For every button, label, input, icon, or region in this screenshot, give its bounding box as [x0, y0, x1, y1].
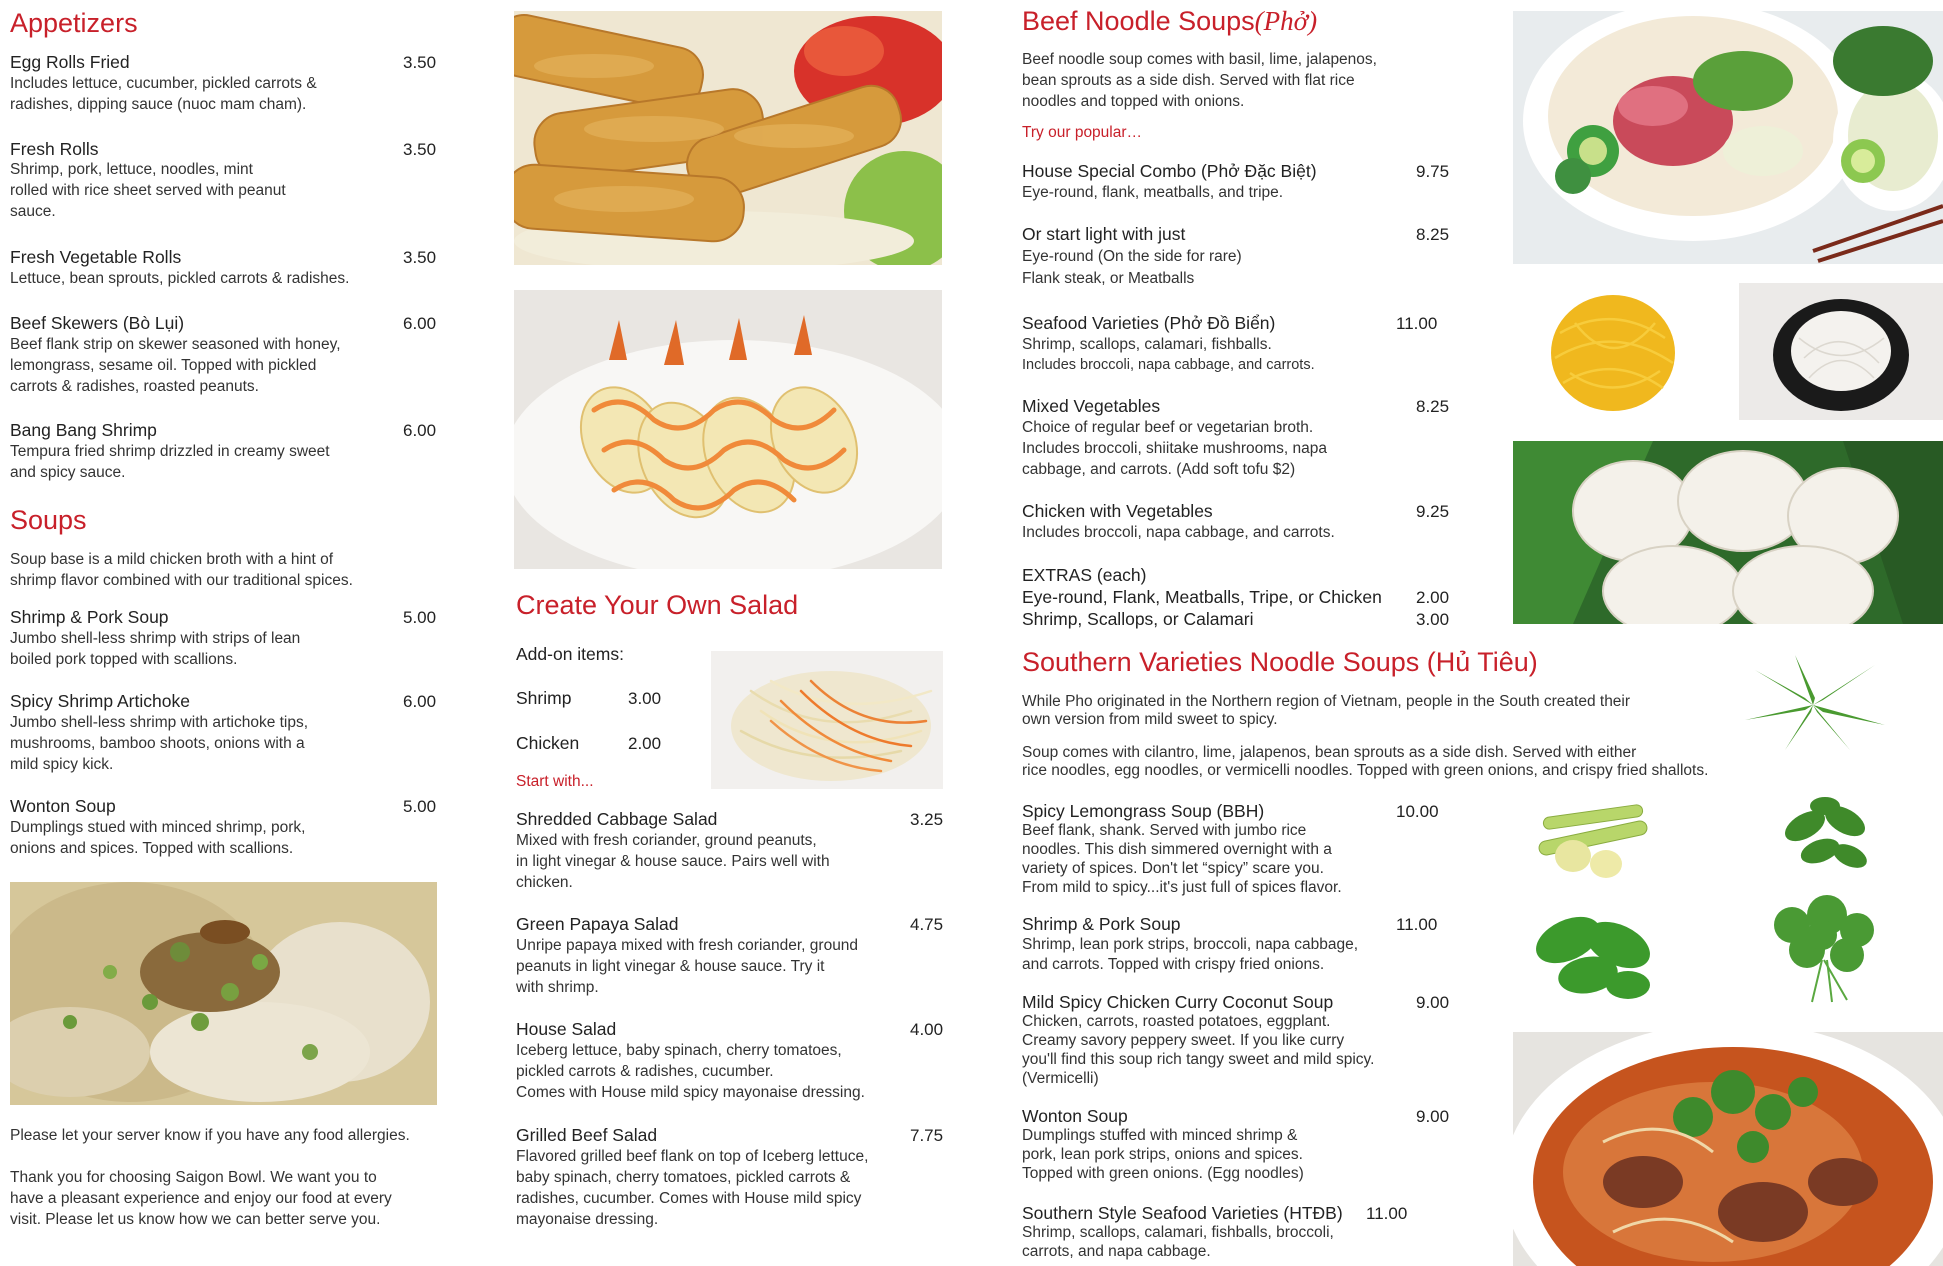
pho-intro-line: bean sprouts as a side dish. Served with flat rice: [1022, 72, 1355, 89]
allergy-note: Please let your server know if you have any food allergies.: [10, 1127, 410, 1144]
menu-item-desc-line: Comes with House mild spicy mayonaise dressing.: [516, 1084, 865, 1101]
menu-item-name: Shrimp & Pork Soup: [10, 607, 169, 627]
menu-item-desc-line: baby spinach, cherry tomatoes, pickled carrots &: [516, 1169, 851, 1186]
menu-item-desc-line: with shrimp.: [516, 979, 599, 996]
menu-item-desc-line: boiled pork topped with scallions.: [10, 651, 238, 668]
menu-item-desc-line: Tempura fried shrimp drizzled in creamy sweet: [10, 443, 330, 460]
southern-intro-line: Soup comes with cilantro, lime, jalapenos, bean sprouts as a side dish. Served with either: [1022, 744, 1637, 761]
menu-item-name: Mild Spicy Chicken Curry Coconut Soup: [1022, 992, 1334, 1012]
menu-item-name: Bang Bang Shrimp: [10, 420, 157, 440]
menu-item-desc-line: Dumplings stuffed with minced shrimp &: [1022, 1127, 1298, 1144]
southern-intro-line: While Pho originated in the Northern region of Vietnam, people in the South created their: [1022, 693, 1631, 710]
menu-item-name: Spicy Lemongrass Soup (BBH): [1022, 801, 1265, 821]
menu-item-name: Egg Rolls Fried: [10, 52, 130, 72]
menu-item-price: 8.25: [1416, 225, 1450, 244]
menu-item-desc-line: radishes, cucumber. Comes with House mild spicy: [516, 1190, 862, 1207]
menu-item-desc-line: mushrooms, bamboo shoots, onions with a: [10, 735, 305, 752]
menu-item-desc-line: chicken.: [516, 874, 573, 891]
southern-intro-line: own version from mild sweet to spicy.: [1022, 711, 1278, 728]
menu-item-desc-line: lemongrass, sesame oil. Topped with pickled: [10, 357, 317, 374]
menu-item-price: 4.75: [910, 915, 944, 934]
menu-item-price: 5.00: [403, 797, 437, 816]
menu-item-desc-line: Topped with green onions. (Egg noodles): [1022, 1165, 1304, 1182]
menu-item-price: 11.00: [1366, 1204, 1408, 1223]
menu-item-desc-line: Flavored grilled beef flank on top of Iceberg lettuce,: [516, 1148, 869, 1165]
soups-intro-line: shrimp flavor combined with our traditional spices.: [10, 572, 353, 589]
menu-item-price: 10.00: [1396, 802, 1439, 821]
menu-item-desc-line: and carrots. Topped with crispy fried onions.: [1022, 956, 1325, 973]
menu-item-price: 6.00: [403, 421, 437, 440]
menu-item-desc-line: sauce.: [10, 203, 56, 220]
addon-label: Add-on items:: [516, 644, 624, 664]
wonton-soup-photo: [10, 882, 437, 1105]
addon-price: 3.00: [628, 689, 662, 708]
menu-item-price: 6.00: [403, 692, 437, 711]
lemongrass-photo: [1528, 786, 1658, 881]
menu-item-desc-line: pickled carrots & radishes, cucumber.: [516, 1063, 774, 1080]
thanks-note-line: have a pleasant experience and enjoy our food at every: [10, 1190, 392, 1207]
menu-item-desc-line: and spicy sauce.: [10, 464, 126, 481]
menu-item-desc-line: Shrimp, pork, lettuce, noodles, mint: [10, 161, 253, 178]
southern-heading: Southern Varieties Noodle Soups (Hủ Tiêu): [1022, 647, 1538, 677]
menu-item-desc-line: Includes broccoli, shiitake mushrooms, napa: [1022, 440, 1327, 457]
menu-item-desc-line: you'll find this soup rich tangy sweet and mild spicy.: [1022, 1051, 1375, 1068]
thanks-note-line: visit. Please let us know how we can better serve you.: [10, 1211, 381, 1228]
menu-item-name: Fresh Vegetable Rolls: [10, 247, 182, 267]
menu-item-desc-line: peanuts in light vinegar & house sauce. Try it: [516, 958, 825, 975]
menu-item-desc-line: Includes broccoli, napa cabbage, and carrots.: [1022, 524, 1335, 541]
menu-item-desc-line: Lettuce, bean sprouts, pickled carrots & radishes.: [10, 270, 350, 287]
menu-item-desc-line: variety of spices. Don't let “spicy” scare you.: [1022, 860, 1324, 877]
extras-name: Shrimp, Scallops, or Calamari: [1022, 609, 1254, 629]
menu-item-desc-line: Mixed with fresh coriander, ground peanuts,: [516, 832, 817, 849]
menu-item-desc-line: onions and spices. Topped with scallions.: [10, 840, 294, 857]
menu-item-name: Shredded Cabbage Salad: [516, 809, 718, 829]
extras-price: 3.00: [1416, 610, 1450, 629]
menu-item-desc-line: Flank steak, or Meatballs: [1022, 270, 1195, 287]
menu-item-desc-line: Beef flank strip on skewer seasoned with honey,: [10, 336, 341, 353]
menu-item-desc-line: Creamy savory peppery sweet. If you like curry: [1022, 1032, 1345, 1049]
soups-heading: Soups: [10, 505, 87, 535]
addon-price: 2.00: [628, 734, 662, 753]
mint-sprig-photo: [1765, 786, 1883, 886]
menu-item-name: Green Papaya Salad: [516, 914, 679, 934]
menu-item-price: 11.00: [1396, 314, 1438, 333]
menu-item-name: Seafood Varieties (Phở Đồ Biển): [1022, 313, 1276, 333]
menu-item-desc-line: Includes broccoli, napa cabbage, and carrots.: [1022, 357, 1315, 373]
menu-item-price: 3.50: [403, 140, 437, 159]
menu-item-desc-line: Shrimp, lean pork strips, broccoli, napa cabbage,: [1022, 936, 1359, 953]
menu-item-desc-line: (Vermicelli): [1022, 1070, 1099, 1087]
addon-name: Chicken: [516, 733, 580, 753]
salad-heading: Create Your Own Salad: [516, 590, 799, 620]
menu-item-desc-line: Shrimp, scallops, calamari, fishballs, broccoli,: [1022, 1224, 1334, 1241]
soups-intro-line: Soup base is a mild chicken broth with a hint of: [10, 551, 334, 568]
menu-item-price: 3.50: [403, 53, 437, 72]
menu-item-price: 7.75: [910, 1126, 944, 1145]
menu-item-desc-line: Chicken, carrots, roasted potatoes, eggplant.: [1022, 1013, 1331, 1030]
thanks-note-line: Thank you for choosing Saigon Bowl. We want you to: [10, 1169, 377, 1186]
menu-item-name: Grilled Beef Salad: [516, 1125, 658, 1145]
menu-item-name: Mixed Vegetables: [1022, 396, 1161, 416]
menu-item-name: Wonton Soup: [1022, 1106, 1128, 1126]
menu-item-desc-line: Choice of regular beef or vegetarian broth.: [1022, 419, 1314, 436]
menu-item-desc-line: Dumplings stued with minced shrimp, pork,: [10, 819, 306, 836]
menu-item-price: 9.25: [1416, 502, 1450, 521]
menu-item-price: 4.00: [910, 1020, 944, 1039]
menu-item-name: Shrimp & Pork Soup: [1022, 914, 1181, 934]
menu-item-desc-line: pork, lean pork strips, onions and spices.: [1022, 1146, 1303, 1163]
thai-basil-photo: [1518, 900, 1666, 1004]
basil-sprig-photo: [1735, 650, 1890, 755]
menu-item-desc-line: cabbage, and carrots. (Add soft tofu $2): [1022, 461, 1296, 478]
menu-item-name: Wonton Soup: [10, 796, 116, 816]
menu-item-desc-line: Jumbo shell-less shrimp with strips of lean: [10, 630, 301, 647]
menu-item-desc-line: Shrimp, scallops, calamari, fishballs.: [1022, 336, 1272, 353]
menu-item-name: House Special Combo (Phở Đặc Biệt): [1022, 161, 1317, 181]
pho-bowl-photo: [1513, 11, 1943, 264]
menu-item-desc-line: Iceberg lettuce, baby spinach, cherry tomatoes,: [516, 1042, 842, 1059]
menu-item-price: 6.00: [403, 314, 437, 333]
pho-heading: [1022, 6, 1317, 37]
menu-item-name: Chicken with Vegetables: [1022, 501, 1213, 521]
menu-item-price: 9.00: [1416, 1107, 1450, 1126]
menu-item-desc-line: mayonaise dressing.: [516, 1211, 659, 1228]
menu-item-price: 3.50: [403, 248, 437, 267]
addon-name: Shrimp: [516, 688, 572, 708]
vermicelli-nests-photo: [1513, 441, 1943, 624]
menu-item-name: Spicy Shrimp Artichoke: [10, 691, 190, 711]
egg-rolls-photo: [514, 11, 942, 265]
menu-item-desc-line: noodles. This dish simmered overnight with a: [1022, 841, 1332, 858]
pho-heading-italic: (Phở): [1254, 6, 1318, 36]
menu-item-price: 3.25: [910, 810, 944, 829]
cilantro-photo: [1752, 890, 1892, 1005]
menu-item-desc-line: carrots, and napa cabbage.: [1022, 1243, 1211, 1260]
menu-item-desc-line: radishes, dipping sauce (nuoc mam cham).: [10, 96, 307, 113]
rice-noodles-bowl-photo: [1739, 283, 1943, 420]
start-with-label: Start with...: [516, 773, 594, 790]
menu-item-price: 5.00: [403, 608, 437, 627]
menu-item-desc-line: mild spicy kick.: [10, 756, 114, 773]
pho-heading-text: Beef Noodle Soups: [1022, 6, 1255, 36]
pho-intro-line: noodles and topped with onions.: [1022, 93, 1245, 110]
try-popular-label: Try our popular…: [1022, 124, 1143, 141]
menu-item-name: Fresh Rolls: [10, 139, 99, 159]
extras-price: 2.00: [1416, 588, 1450, 607]
bang-bang-shrimp-photo: [514, 290, 942, 569]
pho-intro-line: Beef noodle soup comes with basil, lime, jalapenos,: [1022, 51, 1377, 68]
menu-item-desc-line: Unripe papaya mixed with fresh coriander, ground: [516, 937, 859, 954]
menu-item-price: 11.00: [1396, 915, 1438, 934]
menu-item-desc-line: Eye-round (On the side for rare): [1022, 248, 1242, 265]
menu-item-price: 8.25: [1416, 397, 1450, 416]
menu-item-price: 9.00: [1416, 993, 1450, 1012]
menu-item-desc-line: carrots & radishes, roasted peanuts.: [10, 378, 259, 395]
shredded-cabbage-photo: [711, 651, 943, 789]
menu-item-name: Southern Style Seafood Varieties (HTĐB): [1022, 1203, 1343, 1223]
spicy-noodle-soup-photo: [1513, 1032, 1943, 1266]
menu-item-price: 9.75: [1416, 162, 1450, 181]
menu-item-name: Beef Skewers (Bò Lụi): [10, 313, 185, 333]
menu-item-desc-line: Jumbo shell-less shrimp with artichoke tips,: [10, 714, 309, 731]
menu-item-name: House Salad: [516, 1019, 617, 1039]
menu-item-desc-line: Beef flank, shank. Served with jumbo rice: [1022, 822, 1307, 839]
extras-name: Eye-round, Flank, Meatballs, Tripe, or Chicken: [1022, 587, 1382, 607]
menu-item-desc-line: Eye-round, flank, meatballs, and tripe.: [1022, 184, 1284, 201]
appetizers-heading: Appetizers: [10, 8, 138, 38]
menu-item-desc-line: From mild to spicy...it's just full of spices flavor.: [1022, 879, 1342, 896]
menu-item-desc-line: Includes lettuce, cucumber, pickled carrots &: [10, 75, 317, 92]
menu-item-name: Or start light with just: [1022, 224, 1186, 244]
extras-title: EXTRAS (each): [1022, 565, 1147, 585]
southern-intro-line: rice noodles, egg noodles, or vermicelli noodles. Topped with green onions, and crispy fried shallots.: [1022, 762, 1709, 779]
menu-item-desc-line: rolled with rice sheet served with peanut: [10, 182, 286, 199]
menu-item-desc-line: in light vinegar & house sauce. Pairs well with: [516, 853, 830, 870]
egg-noodles-photo: [1535, 283, 1691, 420]
